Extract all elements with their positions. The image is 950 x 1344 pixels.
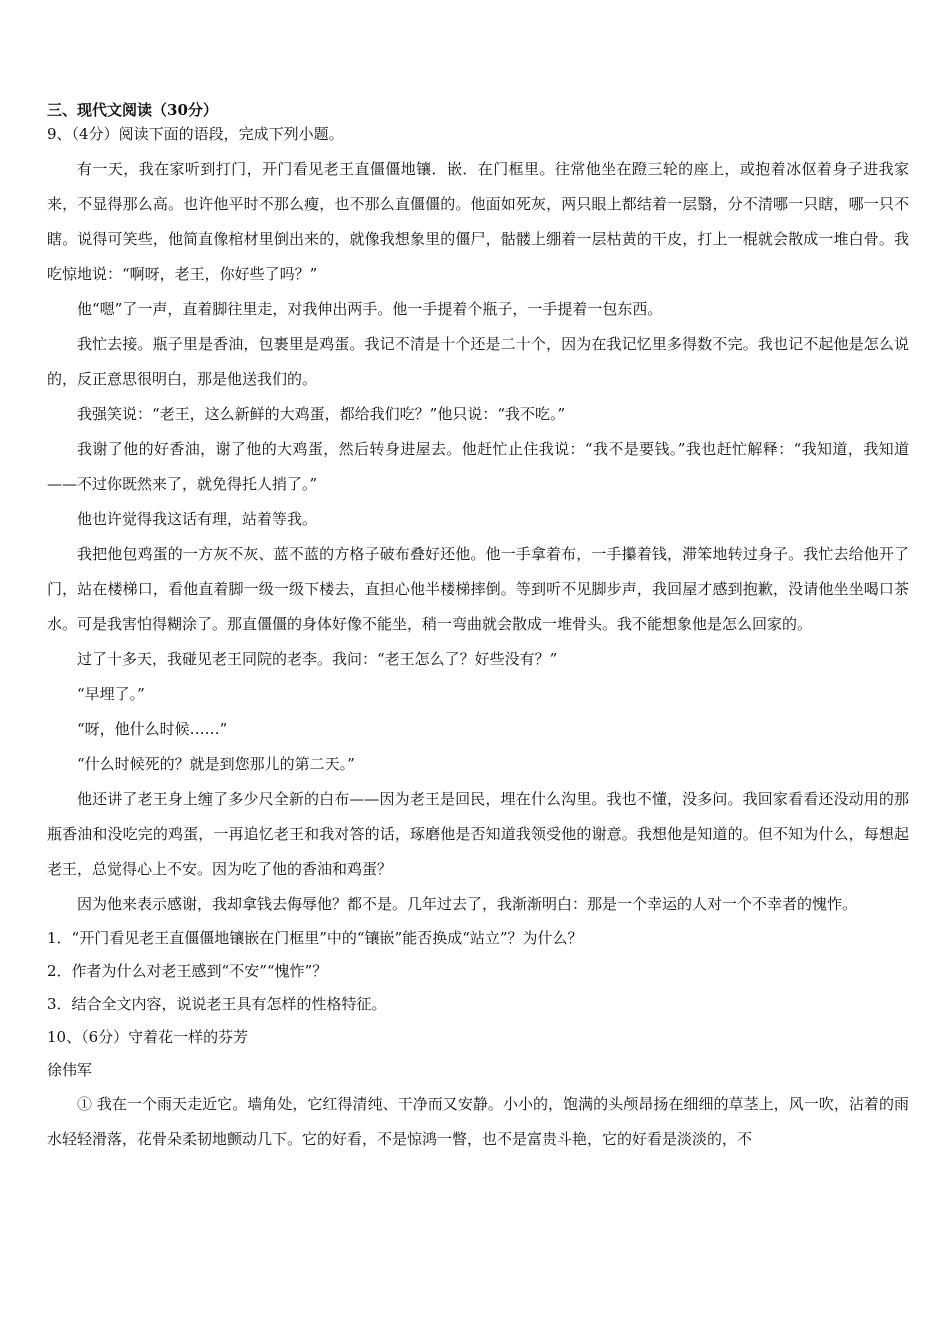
- document-page: [47, 98, 909, 1157]
- question-9-header: 9、（4分）阅读下面的语段，完成下列小题。: [47, 125, 344, 143]
- passage-paragraph: 他“嗯”了一声，直着脚往里走，对我伸出两手。他一手提着个瓶子，一手提着一包东西。: [77, 300, 663, 318]
- question-10-header: 10、（6分）守着花一样的芬芳: [47, 1028, 249, 1046]
- passage-paragraph: 我忙去接。瓶子里是香油，包裹里是鸡蛋。我记不清是十个还是二十个，因为在我记忆里多得数不完。我也记不起他是怎么说的，反正意思很明白，那是他送我们的。: [47, 335, 909, 388]
- sub-question-1: 1．“开门看见老王直僵僵地镶嵌在门框里”中的“镶嵌”能否换成“站立”？为什么？: [47, 929, 583, 947]
- dialog-line: “早埋了。”: [77, 685, 145, 703]
- passage-paragraph: 过了十多天，我碰见老王同院的老李。我问：“老王怎么了？好些没有？”: [77, 650, 558, 668]
- passage-paragraph: 他还讲了老王身上缠了多少尺全新的白布——因为老王是回民，埋在什么沟里。我也不懂，没多问。我回家看看还没动用的那瓶香油和没吃完的鸡蛋，一再追忆老王和我对答的话，琢磨他是否知道我领受他的谢意。我想他是知道的。但不知为什么，每想起老王，总觉得心上不安。因为吃了他的香油和鸡蛋？: [47, 790, 909, 878]
- dialog-line: “什么时候死的？就是到您那儿的第二天。”: [77, 755, 355, 773]
- article-author: 徐伟军: [47, 1061, 93, 1079]
- dialog-line: “呀，他什么时候……”: [77, 720, 228, 738]
- passage-paragraph: 我把他包鸡蛋的一方灰不灰、蓝不蓝的方格子破布叠好还他。他一手拿着布，一手攥着钱，滞笨地转过身子。我忙去给他开了门，站在楼梯口，看他直着脚一级一级下楼去，直担心他半楼梯摔倒。等到听不见脚步声，我回屋才感到抱歉，没请他坐坐喝口茶水。可是我害怕得糊涂了。那直僵僵的身体好像不能坐，稍一弯曲就会散成一堆骨头。我不能想象他是怎么回家的。: [47, 545, 909, 633]
- passage-paragraph: 我谢了他的好香油，谢了他的大鸡蛋，然后转身进屋去。他赶忙止住我说：“我不是要钱。”我也赶忙解释：“我知道，我知道——不过你既然来了，就免得托人捎了。”: [47, 440, 909, 493]
- sub-question-2: 2．作者为什么对老王感到“不安”“愧怍”？: [47, 962, 328, 980]
- article-paragraph: ① 我在一个雨天走近它。墙角处，它红得清纯、干净而又安静。小小的，饱满的头颅昂扬在细细的草茎上，风一吹，沾着的雨水轻轻滑落，花骨朵柔韧地颤动几下。它的好看，不是惊鸿一瞥，也不是富贵斗艳，它的好看是淡淡的，不: [47, 1095, 909, 1148]
- passage-paragraph: 我强笑说：“老王，这么新鲜的大鸡蛋，都给我们吃？”他只说：“我不吃。”: [77, 405, 566, 423]
- passage-paragraph: 因为他来表示感谢，我却拿钱去侮辱他？都不是。几年过去了，我渐渐明白：那是一个幸运的人对一个不幸者的愧怍。: [77, 895, 858, 913]
- sub-question-3: 3．结合全文内容，说说老王具有怎样的性格特征。: [47, 995, 387, 1013]
- passage-paragraph: 他也许觉得我这话有理，站着等我。: [77, 510, 318, 528]
- section-title: 三、现代文阅读（30分）: [47, 101, 218, 119]
- passage-paragraph: 有一天，我在家听到打门，开门看见老王直僵僵地镶．嵌．在门框里。往常他坐在蹬三轮的座上，或抱着冰伛着身子进我家来，不显得那么高。也许他平时不那么瘦，也不那么直僵僵的。他面如死灰，两只眼上都结着一层翳，分不清哪一只瞎，哪一只不瞎。说得可笑些，他简直像棺材里倒出来的，就像我想象里的僵尸，骷髅上绷着一层枯黄的干皮，打上一棍就会散成一堆白骨。我吃惊地说：“啊呀，老王，你好些了吗？”: [47, 160, 909, 283]
